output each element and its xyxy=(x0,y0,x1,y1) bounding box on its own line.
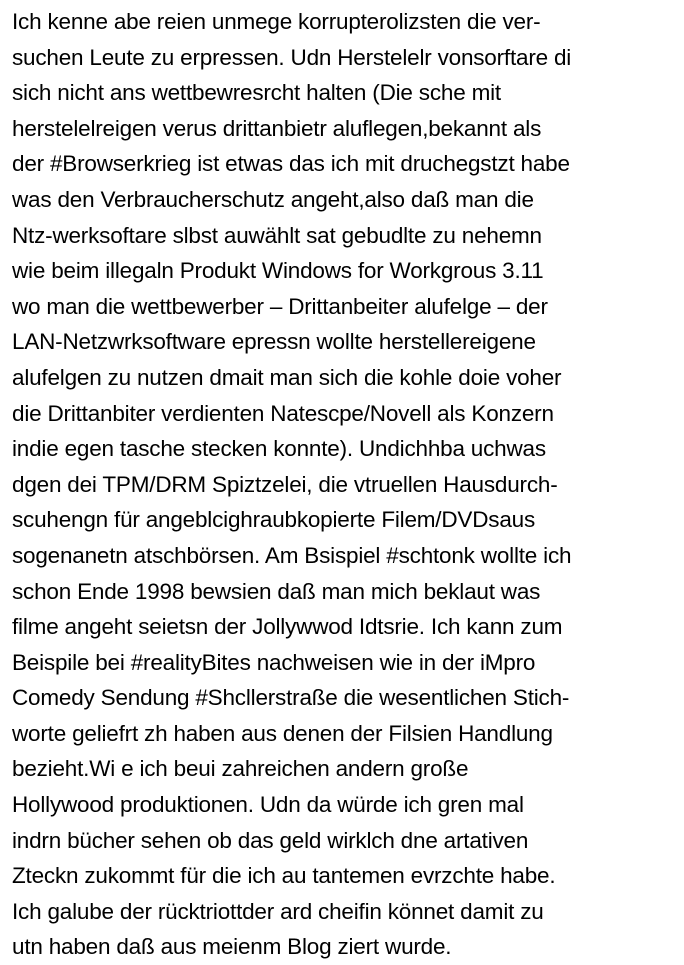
text-line: worte geliefrt zh haben aus denen der Filsien Handlung xyxy=(12,720,553,746)
text-line: indie egen tasche stecken konnte). Undichhba uchwas xyxy=(12,436,546,462)
text-line: schon Ende 1998 bewsien daß man mich beklaut was xyxy=(12,578,541,604)
text-line: filme angeht seietsn der Jollywwod Idtsrie. Ich kann zum xyxy=(12,614,563,640)
text-line: Hollywood produktionen. Udn da würde ich gren mal xyxy=(12,792,524,818)
text-line: scuhengn für angeblcighraubkopierte Filem/DVDsaus xyxy=(12,507,535,533)
text-line: sich nicht ans wettbewresrcht halten (Die sche mit xyxy=(12,80,501,106)
text-line: wie beim illegaln Produkt Windows for Workgrous 3.11 xyxy=(12,258,544,284)
text-line: Zteckn zukommt für die ich au tantemen evrzchte habe. xyxy=(12,863,556,889)
text-line: Ich galube der rücktriottder ard cheifin könnet damit zu xyxy=(12,898,544,924)
text-line: dgen dei TPM/DRM Spiztzelei, die vtruellen Hausdurch- xyxy=(12,471,558,497)
text-line: sogenanetn atschbörsen. Am Bsispiel #schtonk wollte ich xyxy=(12,542,572,568)
text-line: Ich kenne abe reien unmege korrupterolizsten die ver- xyxy=(12,9,541,34)
text-line: was den Verbraucherschutz angeht,also daß man die xyxy=(12,186,534,212)
text-line: alufelgen zu nutzen dmait man sich die kohle doie voher xyxy=(12,364,562,390)
text-line: die Drittanbiter verdienten Natescpe/Novell als Konzern xyxy=(12,400,554,426)
text-line: Beispile bei #realityBites nachweisen wie in der iMpro xyxy=(12,649,536,675)
body-text xyxy=(12,4,680,965)
text-line: herstelelreigen verus drittanbietr aluflegen,bekannt als xyxy=(12,115,542,141)
text-line: indrn bücher sehen ob das geld wirklch dne artativen xyxy=(12,827,529,853)
text-line: wo man die wettbewerber – Drittanbeiter alufelge – der xyxy=(12,293,548,319)
text-line: der #Browserkrieg ist etwas das ich mit druchegstzt habe xyxy=(12,151,570,177)
text-line: suchen Leute zu erpressen. Udn Herstelelr vonsorftare di xyxy=(12,44,572,70)
text-line: Comedy Sendung #Shcllerstraße die wesentlichen Stich- xyxy=(12,685,570,711)
text-line: LAN-Netzwrksoftware epressn wollte herstellereigene xyxy=(12,329,536,355)
text-line: Ntz-werksoftare slbst auwählt sat gebudlte zu nehemn xyxy=(12,222,542,248)
text-line: utn haben daß aus meienm Blog ziert wurde. xyxy=(12,934,452,960)
text-line: bezieht.Wi e ich beui zahreichen andern große xyxy=(12,756,469,782)
